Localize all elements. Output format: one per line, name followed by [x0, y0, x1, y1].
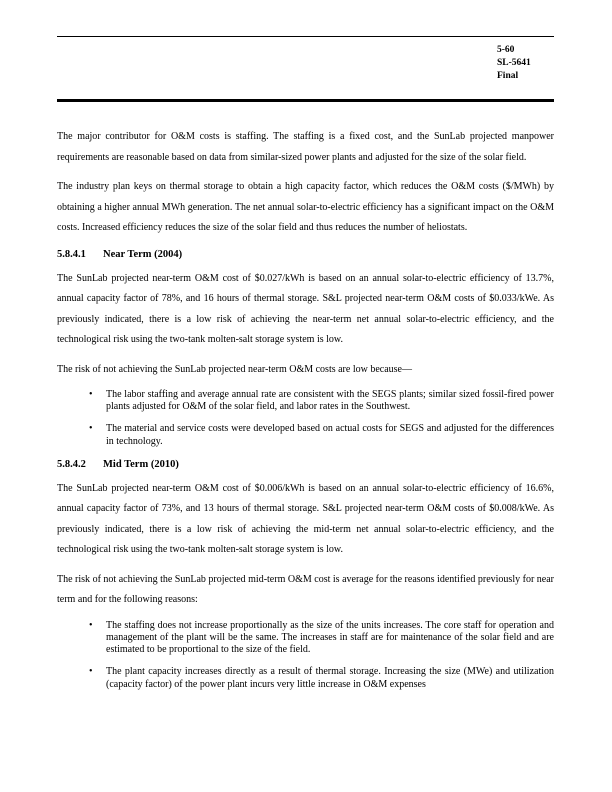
section-heading-mid-term	[57, 458, 554, 472]
page-number: 5-60	[497, 45, 515, 55]
paragraph-near-term-cost: The SunLab projected near-term O&M cost of $0.027/kWh is based on an annual solar-to-electric efficiency of 13.7%, annual capacity factor of 78%, and 16 hours of thermal storage. S&L projected near-term O&M costs of $0.033/kWe. As previously indicated, there is a low risk of achieving the near-term net annual solar-to-electric efficiency, and the technological risk using the two-tank molten-salt storage system is low.	[57, 272, 554, 345]
list-item-text: The staffing does not increase proportionally as the size of the units increases. The core staff for operation and management of the plant will be the same. The increases in staff are for maintenance of the solar field and are estimated to be proportional to the size of the field.	[106, 619, 554, 656]
list-item	[57, 666, 554, 690]
section-heading-near-term	[57, 248, 554, 262]
section-title: Near Term (2004)	[103, 248, 183, 260]
list-item	[57, 620, 554, 657]
paragraph-staffing: The major contributor for O&M costs is staffing. The staffing is a fixed cost, and the SunLab projected manpower requirements are reasonable based on data from similar-sized power plants and adjusted for the size of the solar field.	[57, 131, 554, 163]
mid-term-bullet-list	[57, 620, 554, 691]
bullet-icon: •	[89, 389, 93, 400]
document-id: SL-5641	[497, 58, 531, 68]
list-item	[57, 423, 554, 447]
paragraph-thermal-storage: The industry plan keys on thermal storage to obtain a high capacity factor, which reduces the O&M costs ($/MWh) by obtaining a higher annual MWh generation. The net annual solar-to-electric efficiency has a significant impact on the O&M costs. Increased efficiency reduces the size of the solar field and thus reduces the number of heliostats.	[57, 181, 554, 233]
list-item-text: The material and service costs were developed based on actual costs for SEGS and adjusted for the differences in technology.	[106, 423, 554, 447]
document-status: Final	[497, 71, 519, 81]
section-number: 5.8.4.1	[57, 248, 86, 260]
bullet-icon: •	[89, 423, 93, 435]
header-bottom-rule	[57, 99, 554, 102]
paragraph-near-term-risk: The risk of not achieving the SunLab projected near-term O&M costs are low because—	[57, 363, 412, 375]
bullet-icon: •	[89, 619, 93, 631]
list-item-text: The labor staffing and average annual rate are consistent with the SEGS plants; similar sized fossil-fired power plants adjusted for O&M of the solar field, and labor rates in the Southwest.	[106, 389, 554, 413]
bullet-icon: •	[89, 666, 93, 678]
paragraph-mid-term-cost: The SunLab projected near-term O&M cost of $0.006/kWh is based on an annual solar-to-electric efficiency of 16.6%, annual capacity factor of 73%, and 13 hours of thermal storage. S&L projected near-term O&M costs of $0.008/kWe. As previously indicated, there is a low risk of achieving the mid-term net annual solar-to-electric efficiency, and the technological risk using the two-tank molten-salt storage system is low.	[57, 482, 554, 556]
list-item	[57, 389, 554, 413]
main-content	[57, 127, 554, 701]
section-number: 5.8.4.2	[57, 458, 86, 470]
near-term-bullet-list	[57, 389, 554, 448]
header-top-rule	[57, 36, 554, 37]
list-item-text: The plant capacity increases directly as a result of thermal storage. Increasing the size (MWe) and utilization (capacity factor) of the power plant incurs very little increase in O&M expenses	[106, 666, 554, 690]
page-header	[497, 44, 531, 83]
paragraph-mid-term-risk: The risk of not achieving the SunLab projected mid-term O&M cost is average for the reasons identified previously for near term and for the following reasons:	[57, 573, 554, 606]
section-title: Mid Term (2010)	[103, 458, 179, 470]
